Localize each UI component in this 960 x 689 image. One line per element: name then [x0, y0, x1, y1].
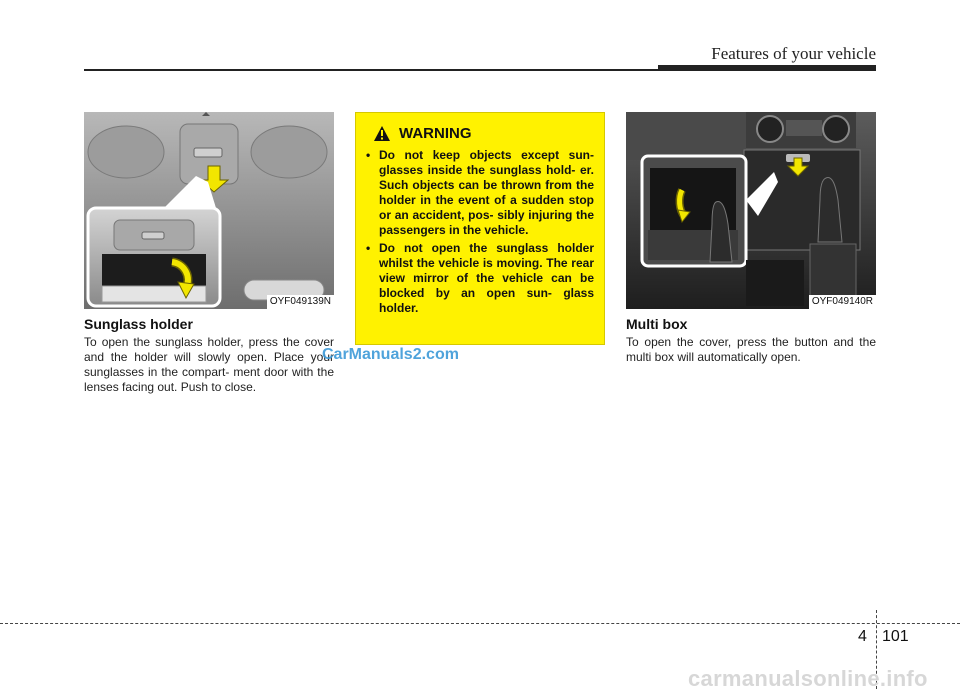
- warning-item: • Do not open the sunglass holder whilst the vehicle is moving. The rear view mirror of the vehicle can be blocked by an open sun- glass holder.: [366, 241, 594, 316]
- warning-list: [366, 148, 594, 316]
- sunglass-holder-body: To open the sunglass holder, press the cover and the holder will slowly open. Place your sunglasses in the compart- ment door with the lenses facing out. Push to close.: [84, 335, 334, 394]
- warning-item: • Do not keep objects except sun- glasses inside the sunglass hold- er. Such objects can be thrown from the holder in the event of a sudden stop or an accident, pos- sibly injuring the passengers in the vehicle.: [366, 148, 594, 238]
- site-watermark: carmanualsonline.info: [688, 666, 928, 689]
- watermark-text: CarManuals2.com: [322, 346, 459, 363]
- sunglass-holder-photo: [84, 112, 334, 309]
- multi-box-heading: Multi box: [626, 316, 688, 332]
- warning-box: [355, 112, 605, 345]
- multi-box-body: To open the cover, press the button and the multi box will automatically open.: [626, 335, 876, 364]
- sunglass-holder-illustration: [84, 112, 334, 309]
- header-rule-accent: [658, 65, 876, 71]
- footer-rule: [0, 623, 960, 624]
- photo-code: OYF049140R: [809, 295, 876, 309]
- multi-box-illustration: [626, 112, 876, 309]
- page-number: 101: [882, 628, 909, 645]
- sunglass-holder-heading: Sunglass holder: [84, 316, 193, 332]
- warning-header: [374, 125, 594, 142]
- photo-code: OYF049139N: [267, 295, 334, 309]
- warning-triangle-icon: [374, 126, 390, 141]
- section-title: Features of your vehicle: [711, 44, 876, 63]
- warning-title: WARNING: [399, 125, 472, 142]
- multi-box-photo: [626, 112, 876, 309]
- chapter-number: 4: [858, 628, 867, 645]
